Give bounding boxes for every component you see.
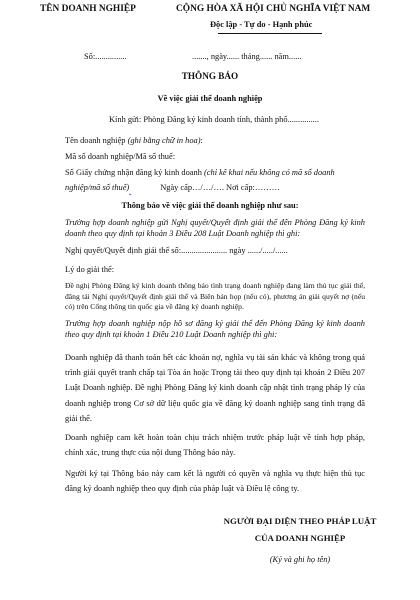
cert-note-2: nghiệp/mã số thuế) — [65, 183, 130, 192]
case1-intro: Trường hợp doanh nghiệp gửi Nghị quyết/Quyết định giải thể đến Phòng Đăng ký kinh doanh theo quy định tại khoản 3 Điều 208 Luật Doanh nghiệp thì ghi: — [65, 218, 365, 238]
resolution-line: Nghị quyết/Quyết định giải thể số:...................... ngày ....../...../...... — [65, 246, 288, 255]
nation-title: CỘNG HÒA XÃ HỘI CHỦ NGHĨA VIỆT NAM — [176, 4, 371, 14]
document-subject: Về việc giải thể doanh nghiệp — [157, 94, 263, 103]
case1-request: Đề nghị Phòng Đăng ký kinh doanh thông báo tình trạng doanh nghiệp đang làm thủ tục giải thể, đăng tải Nghị quyết/Quyết định giải thể và Biên bản họp (nếu có), phương án giải quyết nợ (nếu có) trên Cổng thông tin quốc gia về đăng ký doanh nghiệp. — [65, 281, 365, 312]
case2-intro: Trường hợp doanh nghiệp nộp hồ sơ đăng ký giải thể đến Phòng Đăng ký kinh doanh theo quy định tại khoản 1 Điều 210 Luật Doanh nghiệp thì ghi: — [65, 319, 365, 339]
cert-issue-info: Ngày cấp…/…/…. Nơi cấp:……… — [160, 183, 280, 192]
reason-line: Lý do giải thể: — [65, 265, 115, 274]
cert-line-1 — [65, 167, 335, 178]
company-label: TÊN DOANH NGHIỆP — [40, 4, 136, 14]
document-title: THÔNG BÁO — [181, 71, 239, 81]
spell-underline — [129, 182, 160, 193]
document-number: Số:............... — [84, 52, 127, 61]
signature-line-2: CỦA DOANH NGHIỆP — [254, 533, 346, 543]
company-name-label: Tên doanh nghiệp — [65, 136, 126, 145]
cert-line-2 — [65, 182, 280, 193]
tax-code-field: Mã số doanh nghiệp/Mã số thuế: — [65, 152, 176, 161]
signature-line-1: NGƯỜI ĐẠI DIỆN THEO PHÁP LUẬT — [223, 516, 377, 526]
cert-label: Số Giấy chứng nhận đăng ký kinh doanh — [65, 168, 204, 177]
notice-heading: Thông báo về việc giải thể doanh nghiệp như sau: — [121, 201, 299, 210]
case2-paragraph-1: Doanh nghiệp đã thanh toán hết các khoản nợ, nghĩa vụ tài sản khác và không trong quá trình giải quyết tranh chấp tại Tòa án hoặc Trọng tài theo quy định tại khoản 2 Điều 207 Luật Doanh nghiệp. Đề nghị Phòng Đăng ký kinh doanh cập nhật tình trạng pháp lý của doanh nghiệp trong Cơ sở dữ liệu quốc gia về đăng ký doanh nghiệp sang tình trạng đã giải thể. — [65, 353, 365, 423]
company-name-note: (ghi bằng chữ in hoa) — [127, 136, 201, 145]
cert-note-1: (chỉ kê khai nếu không có mã số doanh — [204, 168, 335, 177]
commitment-paragraph: Người ký tại Thông báo này cam kết là người có quyền và nghĩa vụ thực hiện thủ tục đăng ký doanh nghiệp theo quy định của pháp luật và Điều lệ công ty. — [65, 469, 365, 494]
motto: Độc lập - Tự do - Hạnh phúc — [210, 20, 313, 29]
case2-paragraph-2: Doanh nghiệp cam kết hoàn toàn chịu trách nhiệm trước pháp luật về tính hợp pháp, chính xác, trung thực của nội dung Thông báo này. — [65, 433, 365, 458]
signature-note: (Ký và ghi họ tên) — [269, 555, 331, 564]
date-line: ......., ngày...... tháng...... năm...... — [192, 52, 302, 61]
company-name-field: Tên doanh nghiệp (ghi bằng chữ in hoa): — [65, 136, 203, 145]
motto-underline — [218, 33, 322, 34]
recipient-line: Kính gửi: Phòng Đăng ký kinh doanh tỉnh, thành phố............... — [109, 115, 319, 124]
